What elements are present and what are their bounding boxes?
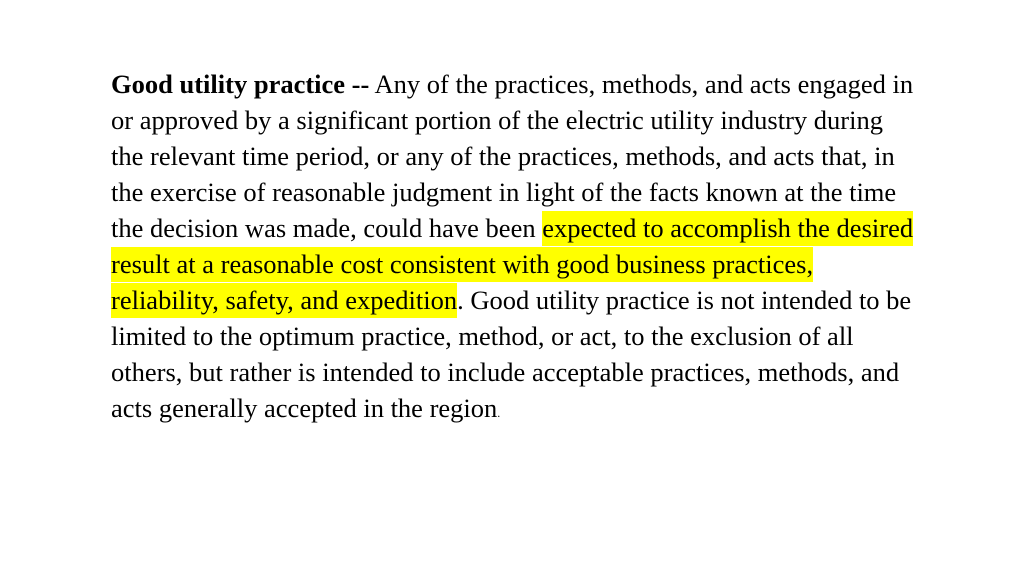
- highlighted-phrase: expected to accomplish the desired result at a reasonable cost consistent with good business practices, reliability, safety, and expedition: [111, 211, 913, 318]
- definition-text-after-highlight: . Good utility practice is not intended to be limited to the optimum practice, method, or act, to the exclusion of all others, but rather is intended to include acceptable practices, methods, and acts generally accepted in the region: [111, 285, 912, 423]
- trailing-period: .: [497, 406, 501, 420]
- definition-paragraph: [111, 66, 921, 431]
- defined-term: Good utility practice --: [111, 69, 370, 99]
- definition-text-before-highlight: Any of the practices, methods, and acts engaged in or approved by a significant portion of the electric utility industry during the relevant time period, or any of the practices, methods, and acts that, in the exercise of reasonable judgment in light of the facts known at the time the decision was made, could have been: [111, 69, 914, 243]
